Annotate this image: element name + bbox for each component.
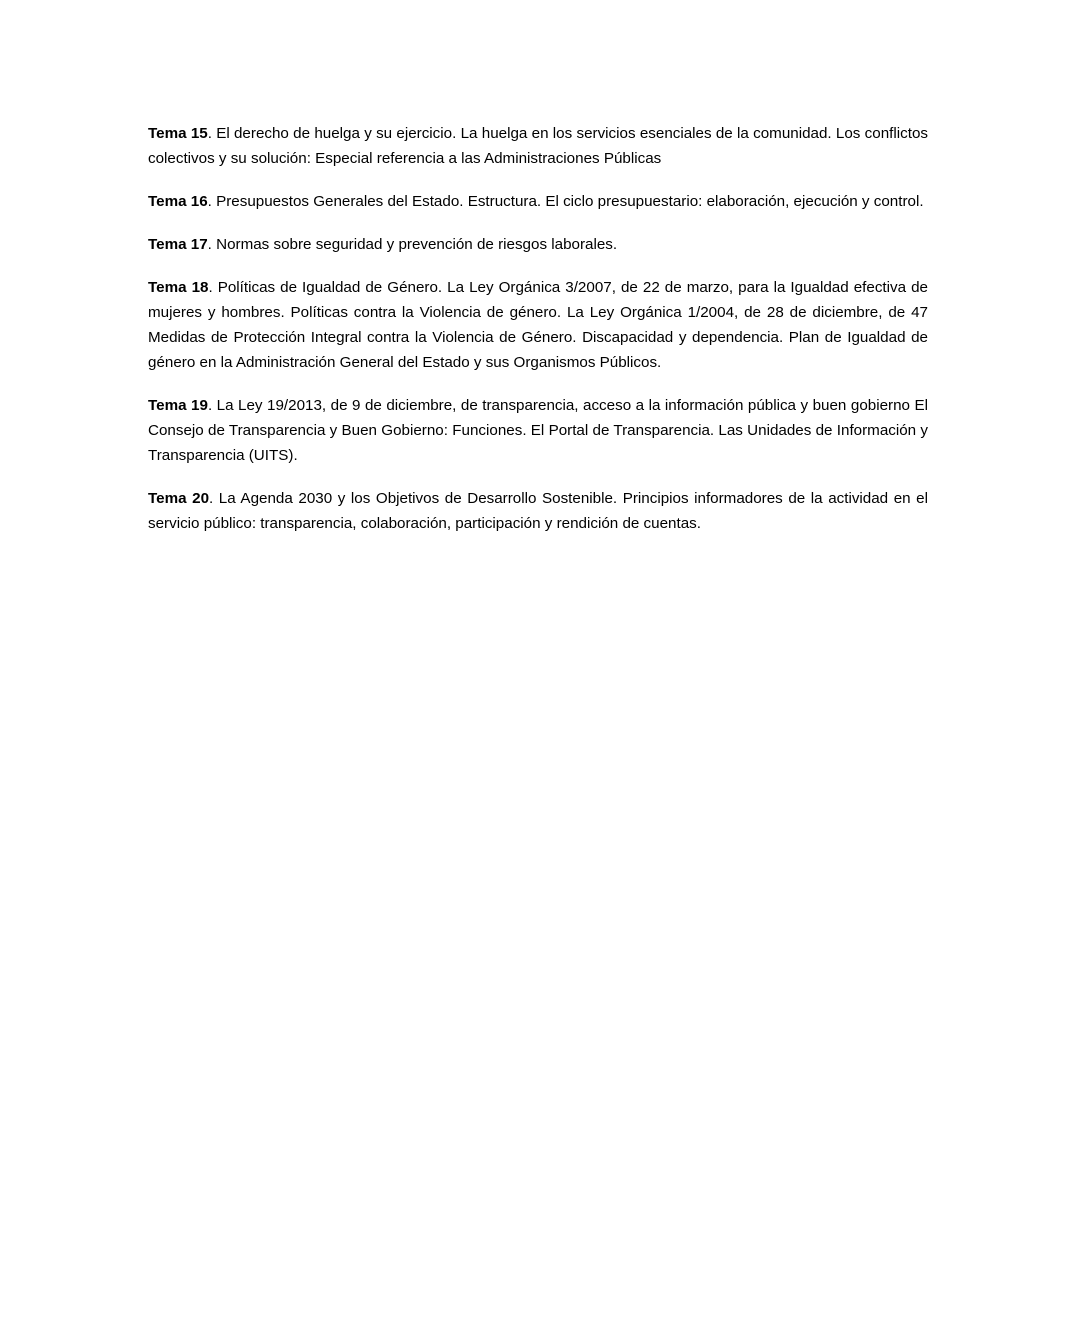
tema-18-paragraph <box>148 275 928 375</box>
tema-15-label: Tema 15 <box>148 125 208 142</box>
tema-20-label: Tema 20 <box>148 490 210 507</box>
tema-17-label: Tema 17 <box>148 236 208 253</box>
tema-20-text: . La Agenda 2030 y los Objetivos de Desarrollo Sostenible. Principios informadores de la actividad en el servicio público: transparencia, colaboración, participación y rendición de cuentas. <box>148 490 928 532</box>
tema-16-text: . Presupuestos Generales del Estado. Estructura. El ciclo presupuestario: elaboración, ejecución y control. <box>207 193 924 210</box>
tema-19-paragraph <box>148 393 928 468</box>
tema-18-text: . Políticas de Igualdad de Género. La Ley Orgánica 3/2007, de 22 de marzo, para la Igualdad efectiva de mujeres y hombres. Políticas contra la Violencia de género. La Ley Orgánica 1/2004, de 28 de diciembre, de 47 Medidas de Protección Integral contra la Violencia de Género. Discapacidad y dependencia. Plan de Igualdad de género en la Administración General del Estado y sus Organismos Públicos. <box>148 279 928 371</box>
tema-19-label: Tema 19 <box>148 397 208 414</box>
tema-16-label: Tema 16 <box>148 193 208 210</box>
tema-15-text: . El derecho de huelga y su ejercicio. La huelga en los servicios esenciales de la comunidad. Los conflictos colectivos y su solución: Especial referencia a las Administraciones Públicas <box>148 125 928 167</box>
tema-20-paragraph <box>148 486 928 536</box>
tema-17-text: . Normas sobre seguridad y prevención de riesgos laborales. <box>207 236 618 253</box>
tema-18-label: Tema 18 <box>148 279 209 296</box>
tema-16-paragraph <box>148 189 928 214</box>
document-body <box>148 121 928 554</box>
tema-19-text: . La Ley 19/2013, de 9 de diciembre, de transparencia, acceso a la información pública y buen gobierno El Consejo de Transparencia y Buen Gobierno: Funciones. El Portal de Transparencia. Las Unidades de Información y Transparencia (UITS). <box>148 397 928 464</box>
tema-17-paragraph <box>148 232 928 257</box>
tema-15-paragraph <box>148 121 928 171</box>
